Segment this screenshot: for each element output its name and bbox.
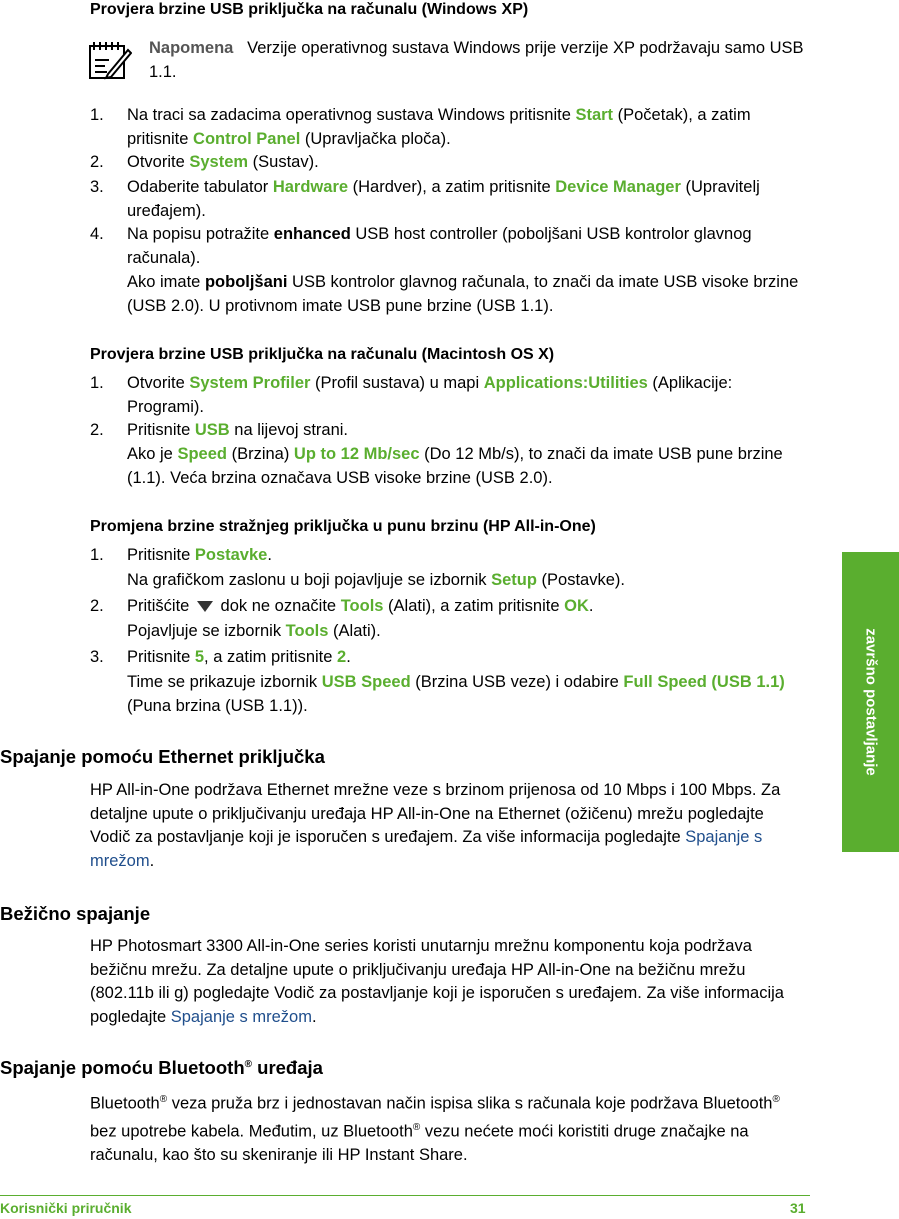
list-text: Otvorite System (Sustav).: [127, 153, 319, 171]
list-subtext: Pojavljuje se izbornik Tools (Alati).: [127, 622, 381, 640]
list-number: 3.: [90, 178, 104, 196]
ui-term: Device Manager: [555, 178, 681, 196]
ui-term: Hardware: [272, 178, 349, 196]
wireless-paragraph: HP Photosmart 3300 All-in-One series koristi unutarnju mrežnu komponentu koja podržava bežičnu mrežu. Za detaljne upute o priključivanju uređaja HP All-in-One na bežičnu mrežu (802.11b ili g) pogledajte Vodič za postavljanje koji je isporučen s uređajem. Za više informacija pogledajte Spajanje s mrežom.: [90, 937, 784, 1026]
ui-term: System: [189, 153, 249, 171]
list-subtext: Na grafičkom zaslonu u boji pojavljuje se izbornik Setup (Postavke).: [127, 571, 625, 589]
note-icon: [88, 40, 132, 80]
ethernet-paragraph: HP All-in-One podržava Ethernet mrežne veze s brzinom prijenosa od 10 Mbps i 100 Mbps. Za detaljne upute o priključivanju uređaja HP All-in-One na Ethernet (ožičenu) mrežu pogledajte Vodič za postavljanje koji je isporučen s uređajem. Za više informacija pogledajte Spajanje s mrežom.: [90, 781, 781, 870]
list-text: Pritisnite Postavke.: [127, 546, 272, 564]
list-text: Odaberite tabulator Hardware (Hardver), a zatim pritisnite Device Manager (Upravitelj uređajem).: [127, 178, 760, 220]
list-number: 4.: [90, 225, 104, 243]
list-number: 1.: [90, 546, 104, 564]
list-number: 2.: [90, 421, 104, 439]
heading-bluetooth: Spajanje pomoću Bluetooth® uređaja: [0, 1057, 323, 1078]
ui-term: System Profiler: [189, 374, 311, 392]
side-tab-label: završno postavljanje: [862, 628, 879, 776]
list-text: Na traci sa zadacima operativnog sustava Windows pritisnite Start (Početak), a zatim pritisnite Control Panel (Upravljačka ploča).: [127, 106, 751, 148]
list-text: Otvorite System Profiler (Profil sustava) u mapi Applications:Utilities (Aplikacije: Programi).: [127, 374, 733, 416]
list-text: Pritisnite USB na lijevoj strani.: [127, 421, 349, 439]
section-title-windows: Provjera brzine USB priključka na računalu (Windows XP): [90, 1, 529, 18]
note-box: [149, 37, 809, 84]
link-network[interactable]: Spajanje s mrežom: [90, 828, 763, 870]
ui-term: OK: [564, 597, 589, 615]
list-text: Na popisu potražite enhanced USB host controller (poboljšani USB kontrolor glavnog računala).: [127, 225, 752, 267]
list-number: 1.: [90, 106, 104, 124]
list-subtext: Ako je Speed (Brzina) Up to 12 Mb/sec (Do 12 Mb/s), to znači da imate USB pune brzine (1.1). Veća brzina označava USB visoke brzine (USB 2.0).: [127, 445, 783, 487]
ui-term: Applications:Utilities: [483, 374, 648, 392]
heading-ethernet: Spajanje pomoću Ethernet priključka: [0, 746, 325, 767]
ui-term: Postavke: [194, 546, 268, 564]
ui-term: Tools: [340, 597, 384, 615]
list-number: 2.: [90, 597, 104, 615]
note-text: Verzije operativnog sustava Windows prije verzije XP podržavaju samo USB 1.1.: [149, 39, 804, 81]
bluetooth-paragraph: Bluetooth® veza pruža brz i jednostavan način ispisa slika s računala koje podržava Bluetooth® bez upotrebe kabela. Međutim, uz Bluetooth® vezu nećete moći koristiti druge značajke na računalu, kao što su skeniranje ili HP Instant Share.: [90, 1094, 780, 1164]
ui-term: 2: [337, 648, 347, 666]
down-arrow-icon: [197, 601, 213, 612]
section-title-mac: Provjera brzine USB priključka na računalu (Macintosh OS X): [90, 346, 555, 363]
page-number: 31: [790, 1200, 806, 1216]
section-title-rear-port: Promjena brzine stražnjeg priključka u punu brzinu (HP All-in-One): [90, 518, 596, 535]
chapter-side-tab: [842, 552, 899, 852]
ui-term: Start: [575, 106, 614, 124]
ui-term: Control Panel: [193, 129, 301, 148]
list-text: Pritisnite 5, a zatim pritisnite 2.: [127, 648, 351, 666]
list-number: 3.: [90, 648, 104, 666]
note-label: Napomena: [149, 39, 234, 57]
ui-term: 5: [194, 648, 205, 666]
heading-wireless: Bežično spajanje: [0, 903, 151, 924]
list-subtext: Time se prikazuje izbornik USB Speed (Brzina USB veze) i odabire Full Speed (USB 1.1) (Puna brzina (USB 1.1)).: [127, 673, 785, 715]
list-number: 2.: [90, 153, 104, 171]
footer-divider: [0, 1195, 810, 1196]
footer-title: Korisnički priručnik: [0, 1200, 132, 1216]
list-text: Pritišćite dok ne označite Tools (Alati), a zatim pritisnite OK.: [127, 597, 594, 615]
list-subtext: Ako imate poboljšani USB kontrolor glavnog računala, to znači da imate USB visoke brzine (USB 2.0). U protivnom imate USB pune brzine (USB 1.1).: [127, 273, 799, 315]
ui-term: USB: [194, 421, 230, 439]
list-number: 1.: [90, 374, 104, 392]
link-network[interactable]: Spajanje s mrežom: [170, 1007, 312, 1026]
